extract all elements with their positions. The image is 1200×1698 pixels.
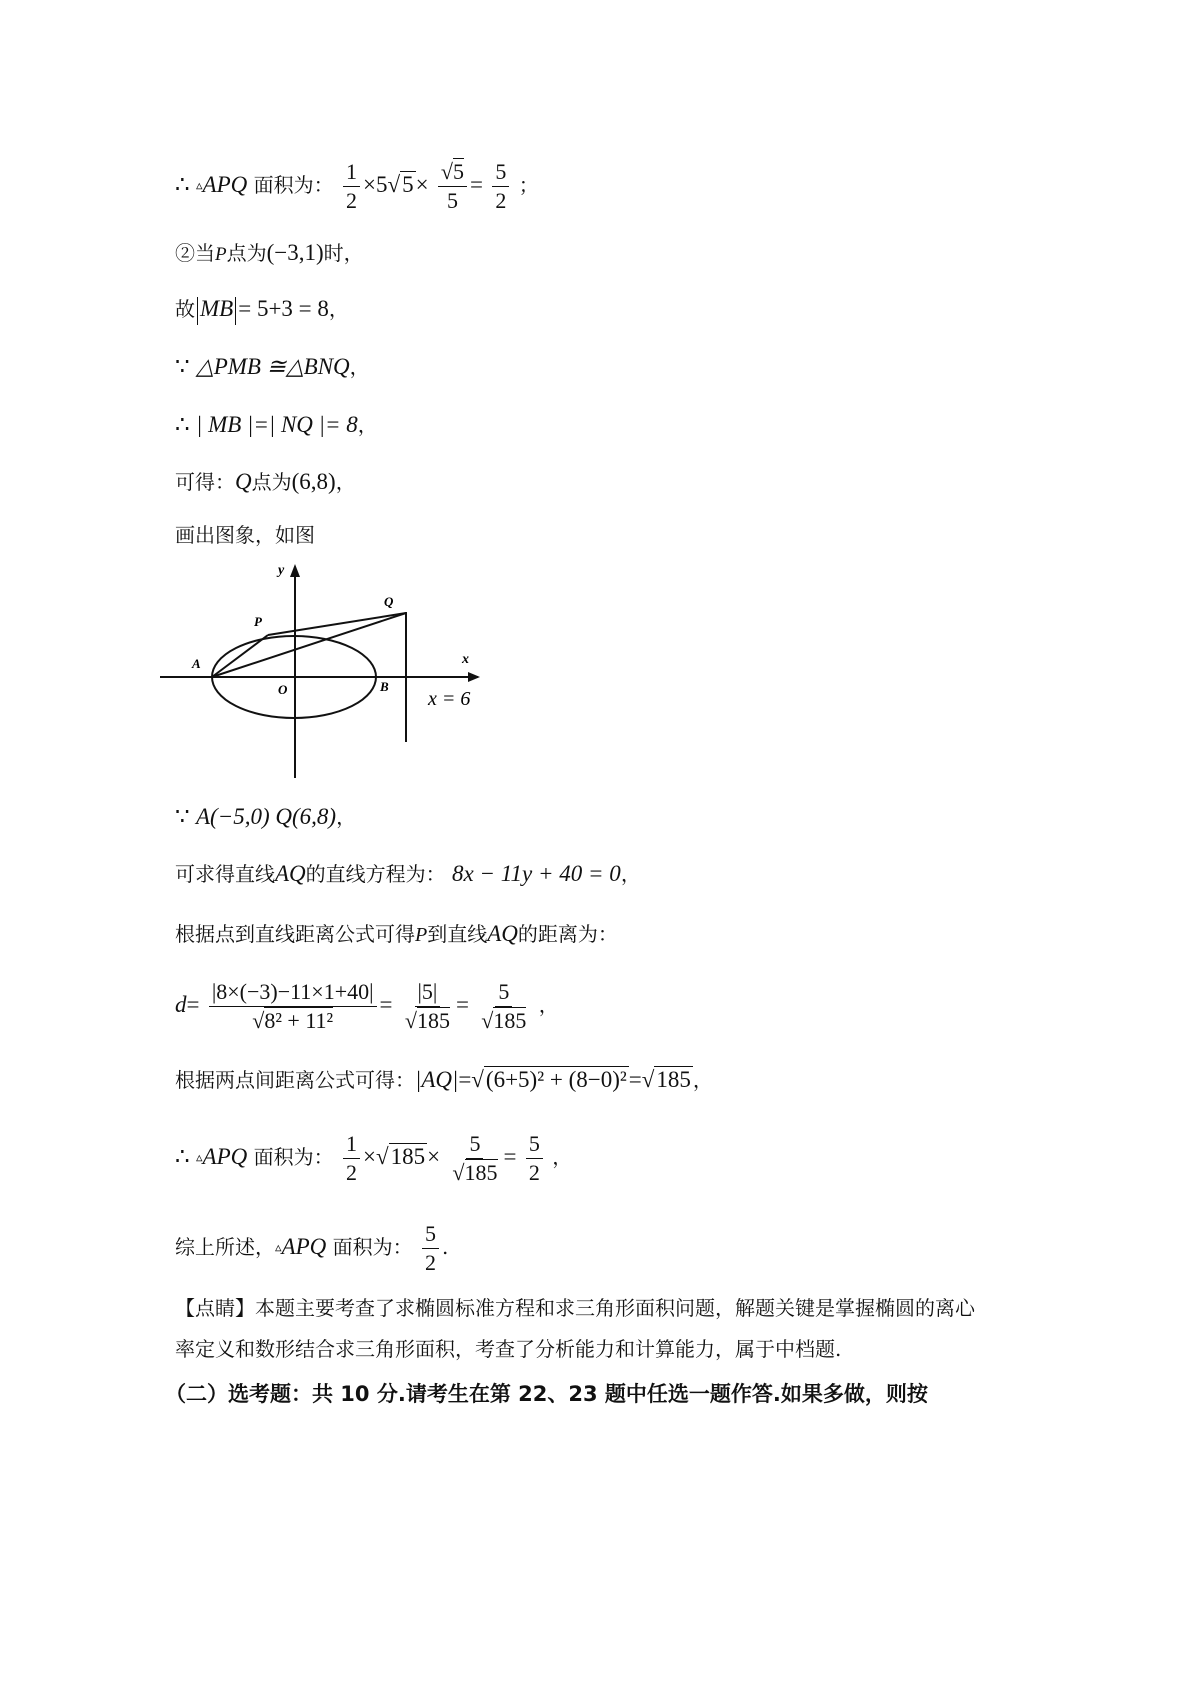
q-point-line: 可得：Q点为(6,8)， — [175, 469, 356, 494]
y-axis-arrow — [290, 564, 300, 577]
distance-result-line: d= $\frac{|8\times(-3)-11\times 1+40|}{\text{√8² + 11²}}$ = $\frac{|5|}{√185}$ = $\frac{5}{√185}$ ， — [175, 979, 559, 1033]
congruence-line: ∵ △PMB ≅△BNQ， — [175, 354, 370, 379]
case-2-line: ②当P点为(−3,1)时， — [175, 240, 364, 265]
triangle-symbol: ▵ — [196, 178, 203, 194]
x-axis-arrow — [468, 672, 480, 682]
aq-length-line: 根据两点间距离公式可得：|AQ|=√(6+5)² + (8−0)²=√185 ， — [175, 1067, 713, 1092]
section-heading: （二）选考题：共 10 分.请考生在第 22、23 题中任选一题作答.如果多做，则按 — [165, 1382, 928, 1406]
segment-AP — [212, 635, 268, 677]
fraction-sqrt5-over-5: $\frac{√5}{5}$ — [438, 160, 467, 213]
label-P: P — [254, 614, 262, 629]
comment-line-1: 【点睛】本题主要考查了求椭圆标准方程和求三角形面积问题，解题关键是掌握椭圆的离心 — [175, 1296, 975, 1320]
fraction-five-half: $\frac{5}{2}$ — [492, 160, 509, 213]
fraction-half: $\frac{1}{2}$ — [343, 160, 360, 213]
ellipse-figure — [160, 560, 500, 785]
distance-formula-line: 根据点到直线距离公式可得P到直线AQ的距离为： — [175, 921, 618, 946]
axis-x-label: x — [462, 652, 469, 667]
area-line-1: ∴ ▵APQ 面积为： $\frac{1}{2}$ ×5√5× $\frac{√5}{5}$ = $\frac{5}{2}$ ； — [175, 159, 539, 213]
distance-fraction: $\frac{|8\times(-3)-11\times 1+40|}{\text{√8² + 11²}}$ — [209, 980, 377, 1033]
label-text: 面积为： — [253, 173, 334, 197]
label-Q: Q — [384, 594, 394, 609]
comment-line-2: 率定义和数形结合求三角形面积，考查了分析能力和计算能力，属于中档题. — [175, 1337, 842, 1361]
segment-PQ — [268, 613, 406, 635]
label-O: O — [278, 682, 288, 697]
therefore-symbol: ∴ — [175, 172, 190, 197]
label-line: x = 6 — [428, 688, 471, 710]
label-B: B — [380, 679, 389, 694]
triangle-name: APQ — [202, 172, 248, 197]
points-line: ∵ A(−5,0) Q(6,8)， — [175, 804, 357, 829]
distance-fraction-2: $\frac{|5|}{√185}$ — [404, 979, 450, 1033]
area-line-2: ∴ ▵APQ 面积为： $\frac{1}{2}$ ×√185× $\frac{5}{√185}$ = $\frac{5}{2}$ ， — [175, 1131, 573, 1185]
axis-y-label: y — [278, 563, 285, 578]
conclusion-line: 综上所述，▵APQ 面积为： $\frac{5}{2}$ . — [175, 1221, 449, 1275]
draw-figure-line: 画出图象，如图 — [175, 523, 315, 547]
mb-length-line: 故 MB = 5+3 = 8， — [175, 295, 349, 325]
mb-equals-nq-line: ∴ | MB |=| NQ |= 8， — [175, 412, 378, 437]
distance-fraction-3: $\frac{5}{√185}$ — [481, 979, 527, 1033]
label-A: A — [192, 656, 201, 671]
line-equation-line: 可求得直线AQ的直线方程为： 8x − 11y + 40 = 0， — [175, 861, 641, 886]
sqrt-5: √5 — [387, 172, 414, 197]
